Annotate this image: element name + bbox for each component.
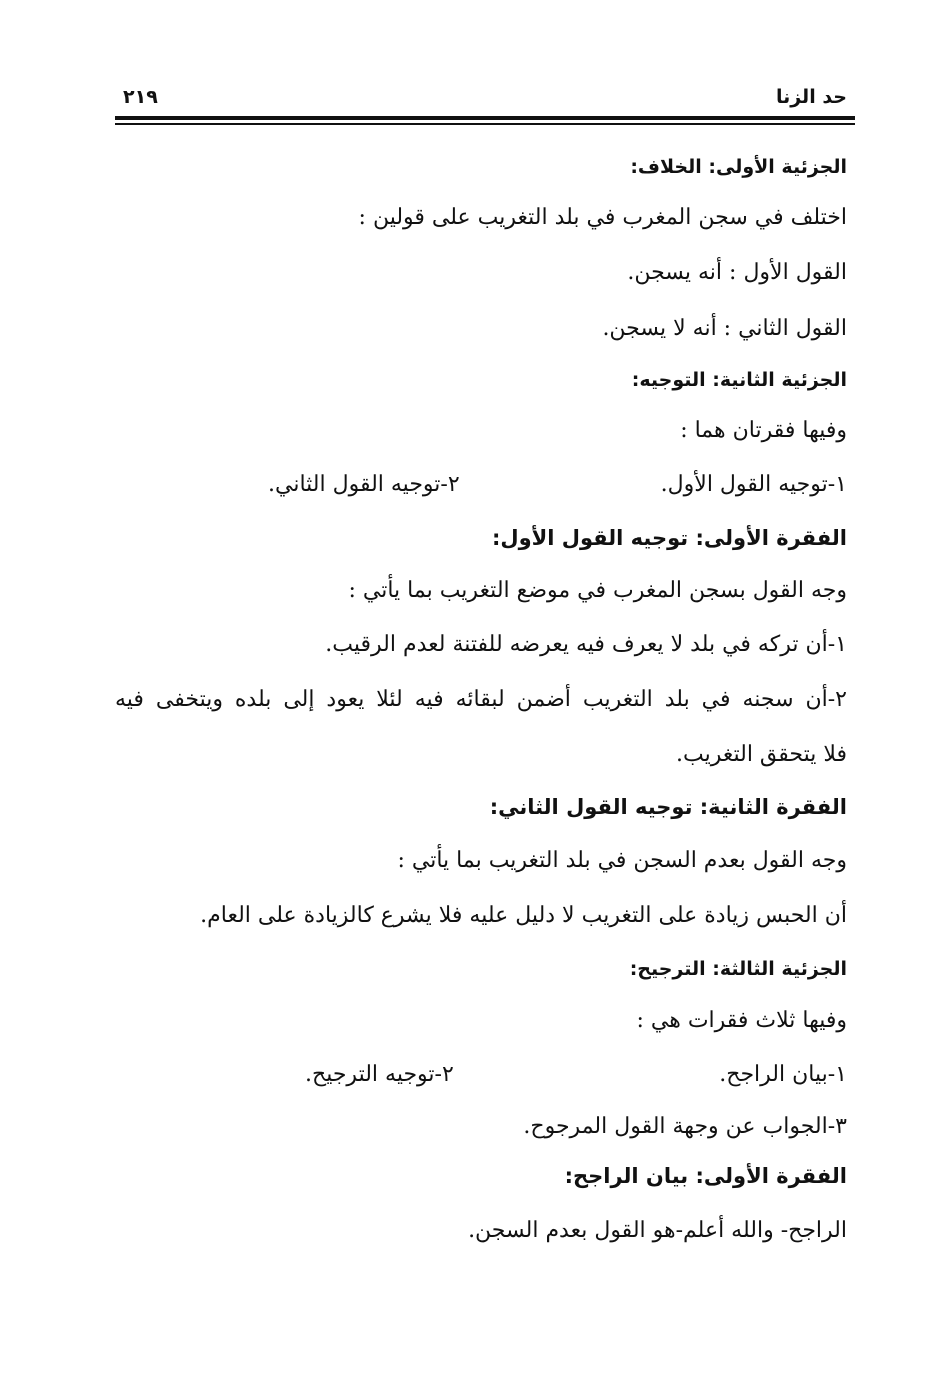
paragraph-heading: الفقرة الأولى: توجيه القول الأول:: [491, 526, 847, 550]
page-header: [115, 86, 847, 114]
list-item: ١-توجيه القول الأول.: [660, 472, 847, 497]
list-item: ٣-الجواب عن وجهة القول المرجوح.: [523, 1114, 847, 1139]
paragraph-line: وجه القول بسجن المغرب في موضع التغريب بما يأتي :: [348, 578, 847, 603]
paragraph-heading: الفقرة الأولى: بيان الراجح:: [564, 1164, 847, 1188]
list-item: ١-أن تركه في بلد لا يعرف فيه يعرضه للفتنة لعدم الرقيب.: [325, 632, 847, 657]
subsection-heading-2: الجزئية الثانية: التوجيه:: [631, 369, 847, 391]
paragraph-line: فلا يتحقق التغريب.: [676, 742, 847, 767]
running-title: حد الزنا: [775, 86, 847, 108]
header-rule-thick: [115, 116, 855, 120]
paragraph-line: وجه القول بعدم السجن في بلد التغريب بما يأتي :: [397, 848, 847, 873]
paragraph-line: وفيها فقرتان هما :: [680, 418, 847, 443]
paragraph-line: اختلف في سجن المغرب في بلد التغريب على قولين :: [358, 205, 847, 230]
list-item: ٢-توجيه القول الثاني.: [268, 472, 460, 497]
list-item: ١-بيان الراجح.: [719, 1062, 847, 1087]
paragraph-heading: الفقرة الثانية: توجيه القول الثاني:: [489, 795, 847, 819]
paragraph-line: أن الحبس زيادة على التغريب لا دليل عليه فلا يشرع كالزيادة على العام.: [200, 903, 847, 928]
list-item: ٢-توجيه الترجيح.: [305, 1062, 454, 1087]
justified-text: ٢-أن سجنه في بلد التغريب أضمن لبقائه فيه لئلا يعود إلى بلده ويتخفى فيه: [115, 687, 847, 712]
paragraph-line: وفيها ثلاث فقرات هي :: [636, 1008, 847, 1033]
list-item: [115, 687, 847, 712]
subsection-heading-1: الجزئية الأولى: الخلاف:: [630, 156, 847, 178]
paragraph-line: القول الثاني : أنه لا يسجن.: [602, 316, 847, 341]
paragraph-line: الراجح- والله أعلم-هو القول بعدم السجن.: [468, 1218, 847, 1243]
header-rule-thin: [115, 123, 855, 125]
subsection-heading-3: الجزئية الثالثة: الترجيح:: [629, 958, 847, 980]
page-number: ٢١٩: [123, 86, 158, 108]
paragraph-line: القول الأول : أنه يسجن.: [627, 260, 847, 285]
